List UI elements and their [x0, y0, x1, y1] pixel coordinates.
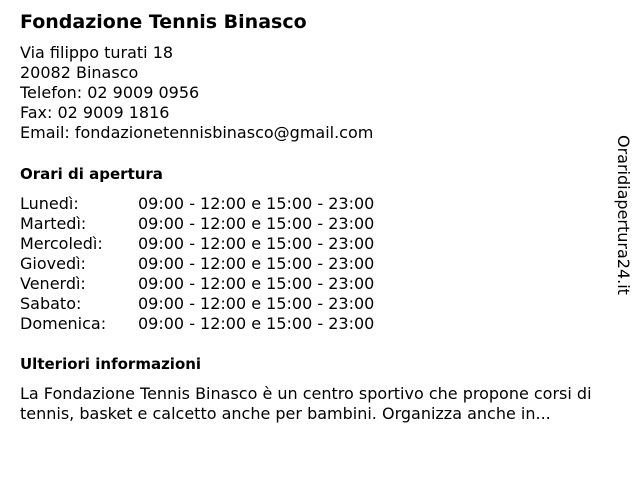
phone-number: Telefon: 02 9009 0956 [20, 83, 200, 102]
business-description: La Fondazione Tennis Binasco è un centro sportivo che propone corsi di tennis, basket e calcetto anche per bambini. Organizza anche in... [20, 384, 592, 423]
hours-row-tuesday [20, 214, 440, 234]
opening-hours-heading: Orari di apertura [20, 165, 163, 183]
time-range: 09:00 - 12:00 e 15:00 - 23:00 [138, 234, 375, 253]
time-range: 09:00 - 12:00 e 15:00 - 23:00 [138, 294, 375, 313]
hours-row-wednesday [20, 234, 440, 254]
day-label: Domenica: [20, 314, 107, 333]
day-label: Sabato: [20, 294, 82, 313]
contact-block [20, 43, 373, 143]
watermark-text: Oraridiapertura24.it [614, 135, 633, 295]
time-range: 09:00 - 12:00 e 15:00 - 23:00 [138, 274, 375, 293]
day-label: Giovedì: [20, 254, 86, 273]
hours-row-monday [20, 194, 440, 214]
fax-number: Fax: 02 9009 1816 [20, 103, 170, 122]
hours-row-friday [20, 274, 440, 294]
business-name: Fondazione Tennis Binasco [20, 11, 307, 33]
day-label: Mercoledì: [20, 234, 103, 253]
time-range: 09:00 - 12:00 e 15:00 - 23:00 [138, 254, 375, 273]
hours-row-sunday [20, 314, 440, 334]
opening-hours-table [20, 194, 440, 334]
site-watermark [612, 135, 634, 315]
time-range: 09:00 - 12:00 e 15:00 - 23:00 [138, 214, 375, 233]
time-range: 09:00 - 12:00 e 15:00 - 23:00 [138, 194, 375, 213]
street-address: Via filippo turati 18 [20, 43, 174, 62]
day-label: Martedì: [20, 214, 87, 233]
day-label: Lunedì: [20, 194, 79, 213]
hours-row-saturday [20, 294, 440, 314]
hours-row-thursday [20, 254, 440, 274]
day-label: Venerdì: [20, 274, 86, 293]
email-address: Email: fondazionetennisbinasco@gmail.com [20, 123, 374, 142]
postal-city: 20082 Binasco [20, 63, 139, 82]
time-range: 09:00 - 12:00 e 15:00 - 23:00 [138, 314, 375, 333]
more-info-heading: Ulteriori informazioni [20, 355, 202, 373]
